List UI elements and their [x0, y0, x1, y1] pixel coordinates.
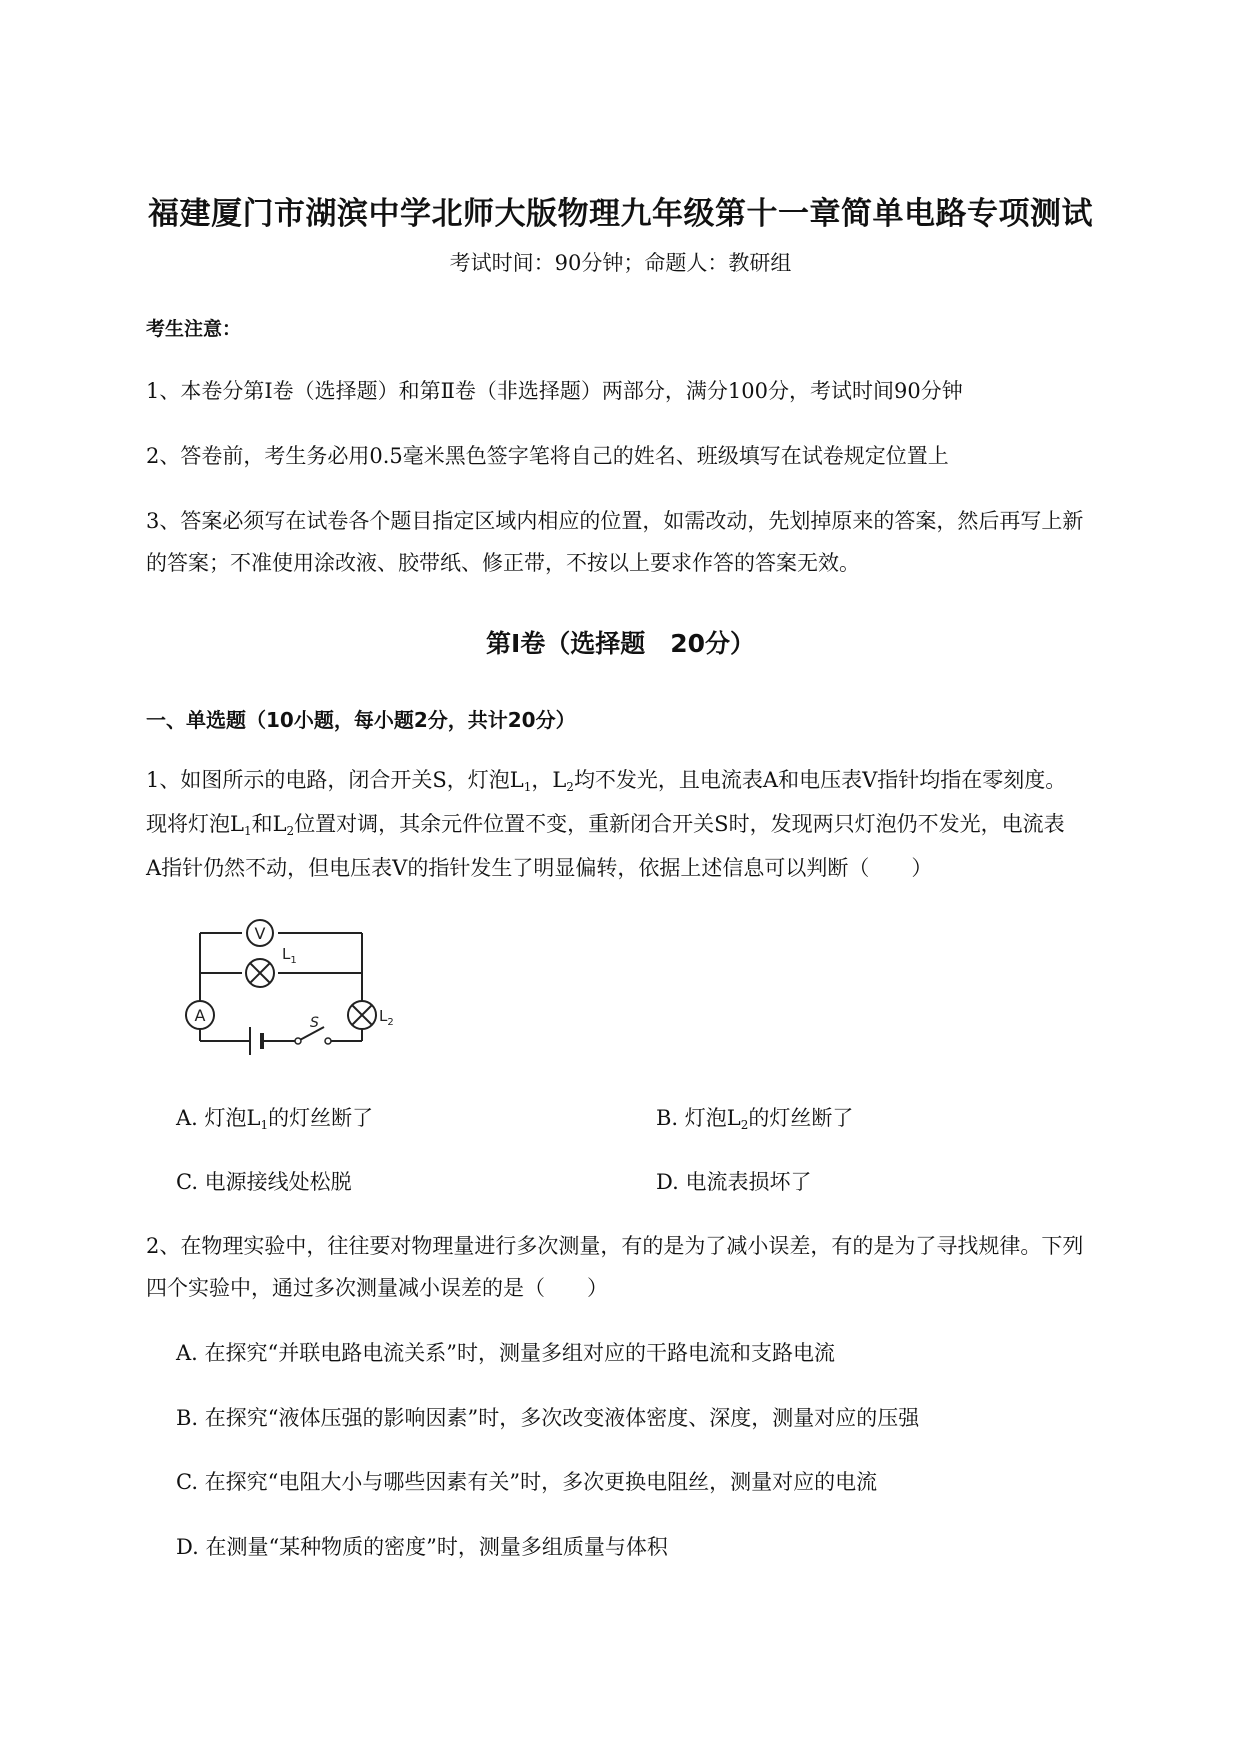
question-2-option-d: D. 在测量“某种物质的密度”时，测量多组质量与体积 [176, 1535, 668, 1559]
page-title: 福建厦门市湖滨中学北师大版物理九年级第十一章简单电路专项测试 [148, 196, 1093, 232]
question-2-line-1: 2、在物理实验中，往往要对物理量进行多次测量，有的是为了减小误差，有的是为了寻找规律。下列 [146, 1234, 1084, 1258]
question-1-line-3: A指针仍然不动，但电压表V的指针发生了明显偏转，依据上述信息可以判断（ ） [146, 856, 933, 880]
switch-icon [295, 1038, 301, 1044]
question-1-option-a: A. 灯泡$L_1$的灯丝断了 [176, 1106, 374, 1132]
notice-item: 3、答案必须写在试卷各个题目指定区域内相应的位置，如需改动，先划掉原来的答案，然后再写上新 [146, 509, 1084, 533]
question-2-option-a: A. 在探究“并联电路电流关系”时，测量多组对应的干路电流和支路电流 [176, 1341, 835, 1365]
lamp-l1-label: $L_1$ [282, 945, 297, 966]
battery-icon [250, 1027, 262, 1055]
exam-subtitle: 考试时间：90分钟；命题人：教研组 [449, 251, 792, 275]
question-1-line-2: 现将灯泡$L_1$和$L_2$位置对调，其余元件位置不变，重新闭合开关S时，发现两只灯泡仍不发光，电流表 [146, 812, 1065, 838]
part-heading: 一、单选题（10小题，每小题2分，共计20分） [146, 708, 576, 732]
notice-item: 2、答卷前，考生务必用0.5毫米黑色签字笔将自己的姓名、班级填写在试卷规定位置上 [146, 444, 949, 468]
lamp-l2-icon [348, 1001, 376, 1029]
notice-heading: 考生注意： [146, 318, 242, 340]
lamp-l2-label: $L_2$ [379, 1007, 394, 1028]
question-2-option-c: C. 在探究“电阻大小与哪些因素有关”时，多次更换电阻丝，测量对应的电流 [176, 1470, 878, 1494]
section-title: 第Ⅰ卷（选择题 20分） [485, 629, 756, 658]
lamp-l1-icon [246, 959, 274, 987]
voltmeter-label: V [254, 924, 266, 943]
notice-item: 的答案；不准使用涂改液、胶带纸、修正带，不按以上要求作答的答案无效。 [146, 551, 860, 575]
question-1-line-1: 1、如图所示的电路，闭合开关S，灯泡$L_1$，$L_2$均不发光，且电流表A和电压表V指针均指在零刻度。 [146, 768, 1067, 794]
question-2-line-2: 四个实验中，通过多次测量减小误差的是（ ） [146, 1276, 608, 1300]
switch-label: S [310, 1015, 319, 1031]
question-2-option-b: B. 在探究“液体压强的影响因素”时，多次改变液体密度、深度，测量对应的压强 [176, 1406, 920, 1430]
circuit-diagram [178, 915, 418, 1065]
question-1-option-c: C. 电源接线处松脱 [176, 1170, 352, 1194]
notice-item: 1、本卷分第Ⅰ卷（选择题）和第Ⅱ卷（非选择题）两部分，满分100分，考试时间90分钟 [146, 379, 963, 403]
question-1-option-d: D. 电流表损坏了 [656, 1170, 812, 1194]
ammeter-label: A [194, 1006, 206, 1025]
question-1-option-b: B. 灯泡$L_2$的灯丝断了 [656, 1106, 854, 1132]
